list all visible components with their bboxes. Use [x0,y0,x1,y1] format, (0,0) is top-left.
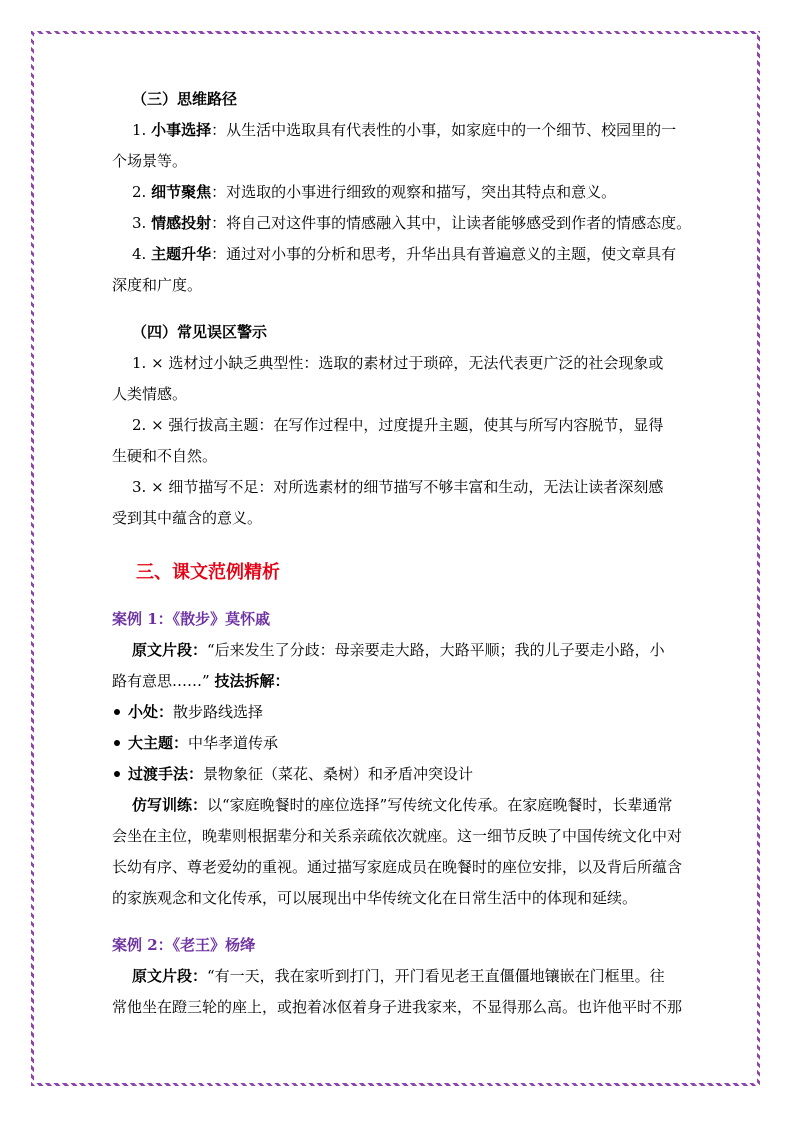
path-item-4-cont: 深度和广度。 [112,276,203,294]
case-1-practice-line: 会坐在主位，晚辈则根据辈分和关系亲疏依次就座。这一细节反映了中国传统文化中对 [112,827,683,845]
bullet-dot-icon [114,740,120,746]
document-body [112,84,722,1023]
bullet-dot-icon [114,709,120,715]
mistake-item-3-cont: 受到其中蕴含的意义。 [112,509,263,527]
case-1-practice-line: 的家族观念和文化传承，可以展现出中华传统文化在日常生活中的体现和延续。 [112,889,638,907]
path-item-2: 2. 细节聚焦：对选取的小事进行细致的观察和描写，突出其特点和意义。 [132,183,617,201]
mistake-item-1-cont: 人类情感。 [112,385,188,403]
bullet-item: 过渡手法：景物象征（菜花、桑树）和矛盾冲突设计 [112,759,722,790]
case-1-original-cont: 路有意思……” 技法拆解： [112,672,290,690]
mistake-item-1: 1. × 选材过小缺乏典型性：选取的素材过于琐碎，无法代表更广泛的社会现象或 [132,354,664,372]
case-1-practice: 仿写训练：以“家庭晚餐时的座位选择”写传统文化传承。在家庭晚餐时，长辈通常 [132,796,673,814]
case-2-original-cont: 常他坐在蹬三轮的座上，或抱着冰伛着身子进我家来，不显得那么高。也许他平时不那 [112,998,683,1016]
path-item-1-cont: 个场景等。 [112,152,188,170]
mistake-item-2-cont: 生硬和不自然。 [112,447,218,465]
section-heading-examples: 三、课文范例精析 [136,562,280,583]
section-heading-mistakes: （四）常见误区警示 [132,323,268,341]
case-1-practice-line: 长幼有序、尊老爱幼的重视。通过描写家庭成员在晚餐时的座位安排，以及背后所蕴含 [112,858,683,876]
mistake-item-3: 3. × 细节描写不足：对所选素材的细节描写不够丰富和生动，无法让读者深刻感 [132,478,664,496]
path-item-1: 1. 小事选择：从生活中选取具有代表性的小事，如家庭中的一个细节、校园里的一 [132,121,677,139]
mistake-item-2: 2. × 强行拔高主题：在写作过程中，过度提升主题，使其与所写内容脱节，显得 [132,416,664,434]
bullet-dot-icon [114,771,120,777]
section-heading-thinking-path: （三）思维路径 [132,90,238,108]
path-item-4: 4. 主题升华：通过对小事的分析和思考，升华出具有普遍意义的主题，使文章具有 [132,245,677,263]
bullet-item: 小处：散步路线选择 [112,697,722,728]
bullet-item: 大主题：中华孝道传承 [112,728,722,759]
path-item-3: 3. 情感投射：将自己对这件事的情感融入其中，让读者能够感受到作者的情感态度。 [132,214,692,232]
case-2-title: 案例 2：《老王》杨绛 [112,936,256,954]
case-1-title: 案例 1：《散步》莫怀戚 [112,610,271,628]
case-1-original: 原文片段：“后来发生了分歧：母亲要走大路，大路平顺；我的儿子要走小路，小 [132,641,665,659]
case-2-original: 原文片段：“有一天，我在家听到打门，开门看见老王直僵僵地镶嵌在门框里。往 [132,967,665,985]
